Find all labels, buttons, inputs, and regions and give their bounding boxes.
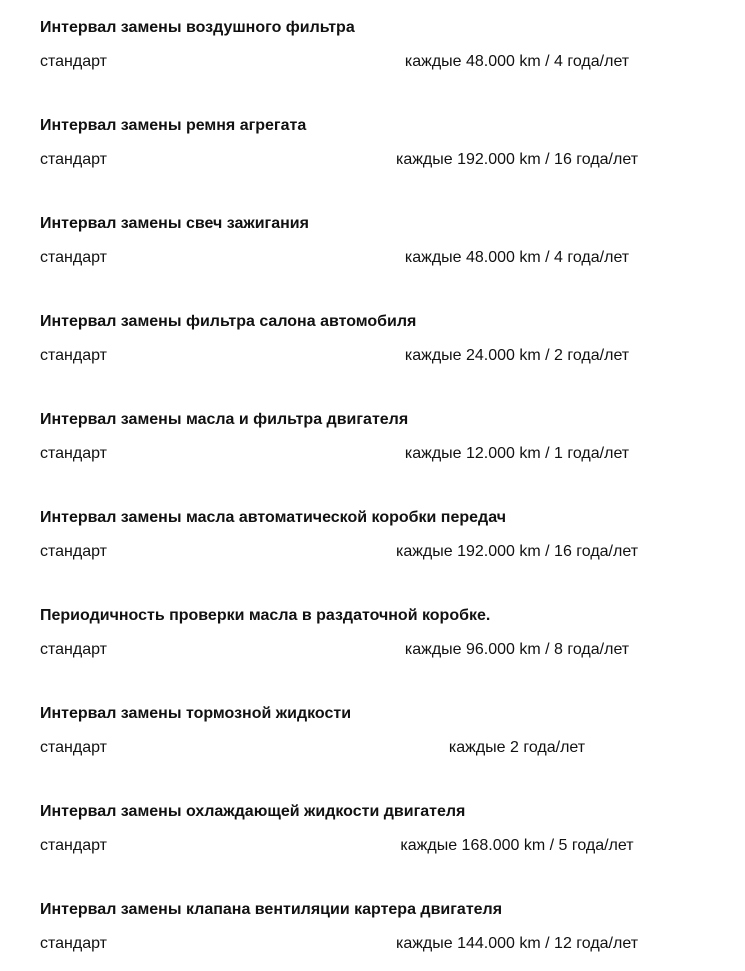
interval-row [40, 148, 720, 172]
interval-row [40, 540, 720, 564]
interval-label: стандарт [40, 249, 107, 266]
interval-item-brake-fluid [40, 702, 720, 800]
interval-value: каждые 144.000 km / 12 года/лет [395, 935, 639, 952]
interval-item-cabin-filter [40, 310, 720, 408]
interval-row [40, 932, 720, 956]
interval-title: Интервал замены фильтра салона автомобиля [40, 313, 417, 330]
interval-title: Интервал замены тормозной жидкости [40, 705, 352, 722]
interval-title: Интервал замены воздушного фильтра [40, 19, 355, 36]
interval-value: каждые 48.000 km / 4 года/лет [404, 249, 630, 266]
interval-row [40, 344, 720, 368]
interval-value: каждые 2 года/лет [448, 739, 586, 756]
interval-label: стандарт [40, 347, 107, 364]
interval-label: стандарт [40, 935, 107, 952]
interval-title: Интервал замены ремня агрегата [40, 117, 307, 134]
interval-item-transfer-case [40, 604, 720, 702]
interval-row [40, 50, 720, 74]
interval-row [40, 736, 720, 760]
interval-value: каждые 192.000 km / 16 года/лет [395, 151, 639, 168]
interval-row [40, 246, 720, 270]
interval-item-coolant [40, 800, 720, 898]
interval-value: каждые 168.000 km / 5 года/лет [400, 837, 634, 854]
interval-title: Интервал замены охлаждающей жидкости двигателя [40, 803, 466, 820]
interval-title: Интервал замены свеч зажигания [40, 215, 309, 232]
interval-item-spark-plugs [40, 212, 720, 310]
interval-title: Интервал замены масла и фильтра двигателя [40, 411, 409, 428]
interval-item-engine-oil [40, 408, 720, 506]
interval-row [40, 442, 720, 466]
interval-label: стандарт [40, 837, 107, 854]
interval-title: Интервал замены масла автоматической коробки передач [40, 509, 506, 526]
interval-item-automatic-transmission [40, 506, 720, 604]
interval-label: стандарт [40, 739, 107, 756]
interval-label: стандарт [40, 445, 107, 462]
interval-value: каждые 12.000 km / 1 года/лет [404, 445, 630, 462]
interval-value: каждые 24.000 km / 2 года/лет [404, 347, 630, 364]
interval-item-air-filter [40, 16, 720, 114]
interval-label: стандарт [40, 543, 107, 560]
interval-item-accessory-belt [40, 114, 720, 212]
interval-label: стандарт [40, 151, 107, 168]
interval-row [40, 638, 720, 662]
interval-value: каждые 96.000 km / 8 года/лет [404, 641, 630, 658]
interval-value: каждые 48.000 km / 4 года/лет [404, 53, 630, 70]
interval-title: Интервал замены клапана вентиляции картера двигателя [40, 901, 503, 918]
interval-title: Периодичность проверки масла в раздаточной коробке. [40, 607, 491, 624]
interval-label: стандарт [40, 53, 107, 70]
interval-row [40, 834, 720, 858]
interval-item-pcv-valve [40, 898, 720, 958]
interval-value: каждые 192.000 km / 16 года/лет [395, 543, 639, 560]
interval-label: стандарт [40, 641, 107, 658]
